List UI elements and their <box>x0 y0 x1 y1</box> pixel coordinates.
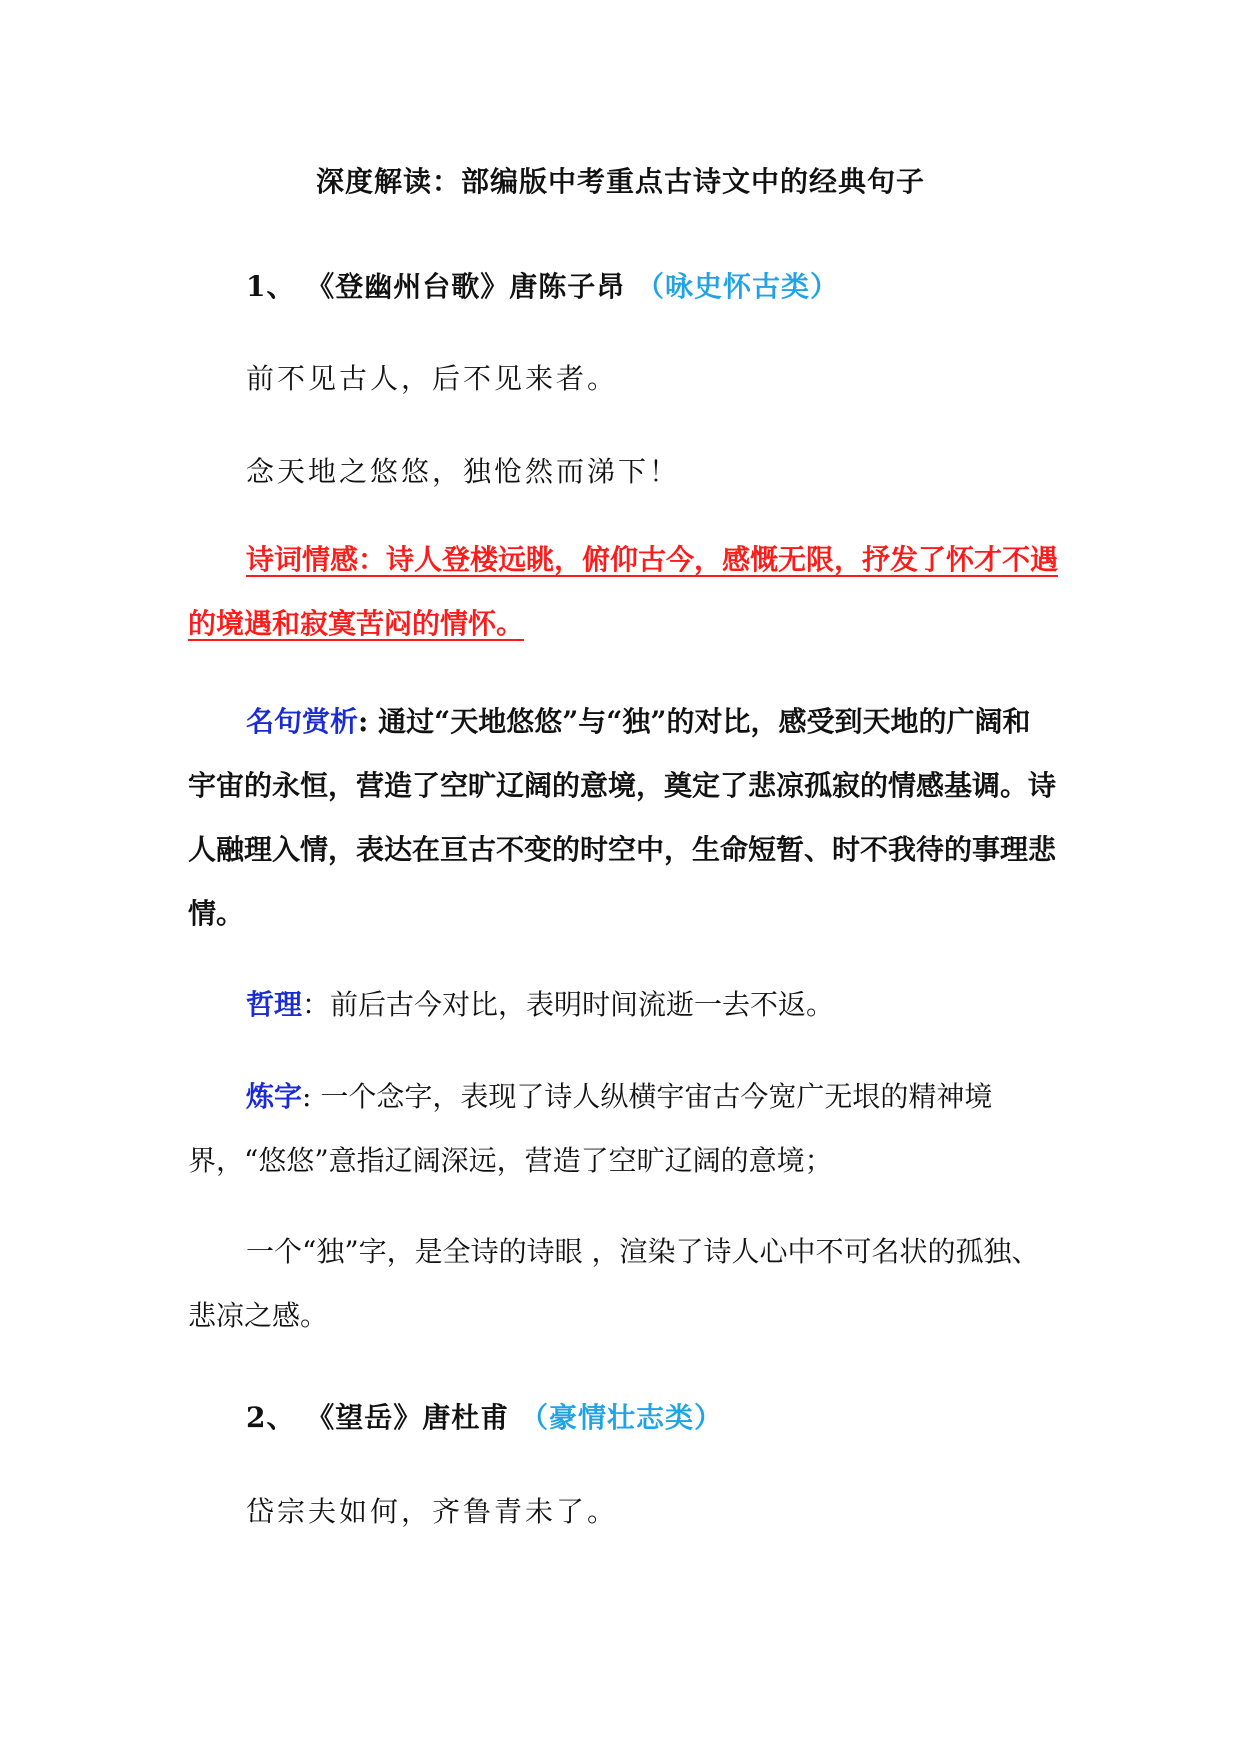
section-1-verse-2: 念天地之悠悠，独怆然而涕下！ <box>246 455 681 488</box>
section-1-number: 1、 <box>246 270 296 303</box>
refining-label: 炼字 <box>246 1080 303 1113</box>
philosophy-text: ：前后古今对比，表明时间流逝一去不返。 <box>302 988 835 1021</box>
section-1-refining-2: 一个“独”字，是全诗的诗眼 ，渲染了诗人心中不可名状的孤独、悲凉之感。 <box>188 1235 1040 1332</box>
emotion-text: 诗词情感：诗人登楼远眺，俯仰古今，感慨无限，抒发了怀才不遇的境遇和寂寞苦闷的情怀。 <box>188 543 1059 640</box>
section-1-verse-1: 前不见古人，后不见来者。 <box>246 362 619 395</box>
section-2-number: 2、 <box>246 1401 296 1434</box>
refining-text: : 一个念字，表现了诗人纵横宇宙古今宽广无垠的精神境界，“悠悠”意指辽阔深远，营造了空旷辽阔的意境； <box>188 1080 993 1177</box>
page-title: 深度解读：部编版中考重点古诗文中的经典句子 <box>315 165 925 198</box>
section-1-philosophy <box>188 973 1058 1037</box>
section-2-work: 《望岳》唐杜甫 <box>306 1401 510 1434</box>
section-1-refining <box>188 1065 1058 1193</box>
section-1-appreciation <box>188 690 1058 946</box>
philosophy-label: 哲理 <box>246 988 303 1021</box>
section-1-emotion <box>188 528 1058 656</box>
section-2-heading <box>246 1396 723 1436</box>
appreciation-text: : 通过“天地悠悠”与“独”的对比，感受到天地的广阔和宇宙的永恒，营造了空旷辽阔的意境，奠定了悲凉孤寂的情感基调。诗人融理入情，表达在亘古不变的时空中，生命短暂、时不我待的事理悲情。 <box>188 705 1057 930</box>
section-2-verse-1: 岱宗夫如何，齐鲁青未了。 <box>246 1495 619 1528</box>
section-2-category: （豪情壮志类） <box>520 1401 724 1434</box>
section-1-work: 《登幽州台歌》唐陈子昂 <box>306 270 626 303</box>
appreciation-label: 名句赏析 <box>246 705 359 738</box>
section-1-heading <box>246 265 839 305</box>
section-1-category: （咏史怀古类） <box>636 270 840 303</box>
